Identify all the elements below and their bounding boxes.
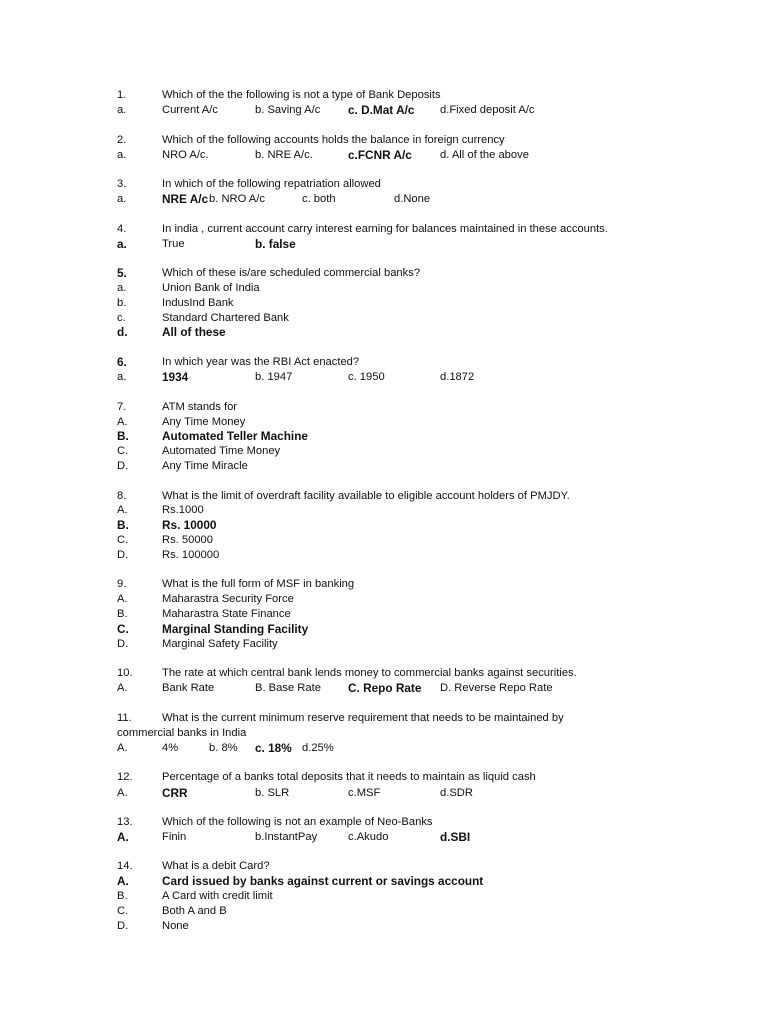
correct-answer: CRR <box>162 786 188 800</box>
option-label: B. <box>117 890 128 902</box>
option-label: C. <box>117 445 129 457</box>
correct-answer: Automated Teller Machine <box>162 429 308 443</box>
option-text: d.Fixed deposit A/c <box>440 104 535 116</box>
option-label: a. <box>117 193 127 205</box>
option-text: Rs. 50000 <box>162 534 213 546</box>
question-text: What is a debit Card? <box>162 860 270 872</box>
option-text: d.None <box>394 193 431 205</box>
question-number: 3. <box>117 178 127 190</box>
question-number: 8. <box>117 490 127 502</box>
option-text: Union Bank of India <box>162 282 260 294</box>
question-number: 2. <box>117 134 127 146</box>
option-text: b. 8% <box>209 742 238 754</box>
question-text: Which of the following accounts holds the balance in foreign currency <box>162 134 505 146</box>
question-number: 12. <box>117 771 133 783</box>
question-text: Which of the following is not an example of Neo-Banks <box>162 816 433 828</box>
option-text: c. both <box>302 193 336 205</box>
option-text: d. All of the above <box>440 149 529 161</box>
question-number: 5. <box>117 266 127 280</box>
option-text: IndusInd Bank <box>162 297 234 309</box>
question-text: What is the current minimum reserve requirement that needs to be maintained by <box>162 712 564 724</box>
question-text: In india , current account carry interest earning for balances maintained in these accounts. <box>162 223 608 235</box>
option-text: d.25% <box>302 742 334 754</box>
option-text: b. NRE A/c. <box>255 149 313 161</box>
option-label: a. <box>117 149 127 161</box>
correct-answer: c. 18% <box>255 741 292 755</box>
option-label: A. <box>117 787 128 799</box>
question-number: 10. <box>117 667 133 679</box>
correct-answer: d.SBI <box>440 830 471 844</box>
option-label: a. <box>117 371 127 383</box>
option-text: Maharastra Security Force <box>162 593 294 605</box>
option-label: b. <box>117 297 127 309</box>
option-text: Any Time Miracle <box>162 460 248 472</box>
option-label: B. <box>117 608 128 620</box>
option-text: None <box>162 920 189 932</box>
question-number: 4. <box>117 223 127 235</box>
option-label: B. <box>117 429 129 443</box>
option-text: c. 1950 <box>348 371 385 383</box>
option-label: A. <box>117 830 129 844</box>
question-text: Percentage of a banks total deposits that it needs to maintain as liquid cash <box>162 771 536 783</box>
option-text: 4% <box>162 742 179 754</box>
question-text: What is the full form of MSF in banking <box>162 578 355 590</box>
option-text: Rs.1000 <box>162 504 204 516</box>
correct-answer: b. false <box>255 237 296 251</box>
question-text: ATM stands for <box>162 401 238 413</box>
option-text: d.1872 <box>440 371 475 383</box>
option-label: a. <box>117 237 127 251</box>
question-number: 6. <box>117 355 127 369</box>
option-text: Finin <box>162 831 187 843</box>
option-label: D. <box>117 920 129 932</box>
question-text: In which year was the RBI Act enacted? <box>162 356 360 368</box>
correct-answer: 1934 <box>162 370 189 384</box>
question-number: 7. <box>117 401 127 413</box>
correct-answer: All of these <box>162 325 226 339</box>
option-text: b. 1947 <box>255 371 293 383</box>
question-text-continued: commercial banks in India <box>117 727 247 739</box>
option-text: Marginal Safety Facility <box>162 638 278 650</box>
option-text: Standard Chartered Bank <box>162 312 289 324</box>
option-text: d.SDR <box>440 787 473 799</box>
correct-answer: c. D.Mat A/c <box>348 103 415 117</box>
option-label: d. <box>117 325 128 339</box>
correct-answer: Marginal Standing Facility <box>162 622 309 636</box>
option-label: A. <box>117 742 128 754</box>
option-label: C. <box>117 622 129 636</box>
option-label: A. <box>117 682 128 694</box>
question-text: In which of the following repatriation allowed <box>162 178 381 190</box>
question-number: 9. <box>117 578 127 590</box>
correct-answer: Card issued by banks against current or savings account <box>162 874 484 888</box>
option-label: C. <box>117 534 129 546</box>
option-label: A. <box>117 416 128 428</box>
question-text: What is the limit of overdraft facility available to eligible account holders of PMJDY. <box>162 490 570 502</box>
option-text: Both A and B <box>162 905 227 917</box>
option-text: D. Reverse Repo Rate <box>440 682 553 694</box>
question-number: 11. <box>117 712 132 724</box>
option-text: b.InstantPay <box>255 831 318 843</box>
correct-answer: C. Repo Rate <box>348 681 422 695</box>
option-text: Rs. 100000 <box>162 549 220 561</box>
option-text: c.Akudo <box>348 831 389 843</box>
option-label: A. <box>117 504 128 516</box>
question-text: The rate at which central bank lends money to commercial banks against securities. <box>162 667 577 679</box>
option-text: Automated Time Money <box>162 445 281 457</box>
correct-answer: c.FCNR A/c <box>348 148 412 162</box>
question-number: 13. <box>117 816 133 828</box>
option-text: Current A/c <box>162 104 218 116</box>
option-text: b. SLR <box>255 787 290 799</box>
option-text: NRO A/c. <box>162 149 209 161</box>
option-label: a. <box>117 282 127 294</box>
option-label: D. <box>117 460 129 472</box>
option-label: B. <box>117 518 129 532</box>
correct-answer: NRE A/c <box>162 192 209 206</box>
option-label: A. <box>117 874 129 888</box>
question-number: 1. <box>117 89 127 101</box>
option-text: B. Base Rate <box>255 682 321 694</box>
option-text: c.MSF <box>348 787 381 799</box>
option-label: C. <box>117 905 129 917</box>
option-text: True <box>162 238 185 250</box>
option-label: D. <box>117 549 129 561</box>
question-text: Which of the the following is not a type of Bank Deposits <box>162 89 441 101</box>
question-number: 14. <box>117 860 133 872</box>
option-label: c. <box>117 312 126 324</box>
option-text: Bank Rate <box>162 682 215 694</box>
option-label: D. <box>117 638 129 650</box>
option-label: a. <box>117 104 127 116</box>
option-text: b. NRO A/c <box>209 193 265 205</box>
option-text: Any Time Money <box>162 416 246 428</box>
question-text: Which of these is/are scheduled commercial banks? <box>162 267 421 279</box>
option-text: A Card with credit limit <box>162 890 273 902</box>
option-text: Maharastra State Finance <box>162 608 291 620</box>
option-label: A. <box>117 593 128 605</box>
correct-answer: Rs. 10000 <box>162 518 217 532</box>
option-text: b. Saving A/c <box>255 104 321 116</box>
